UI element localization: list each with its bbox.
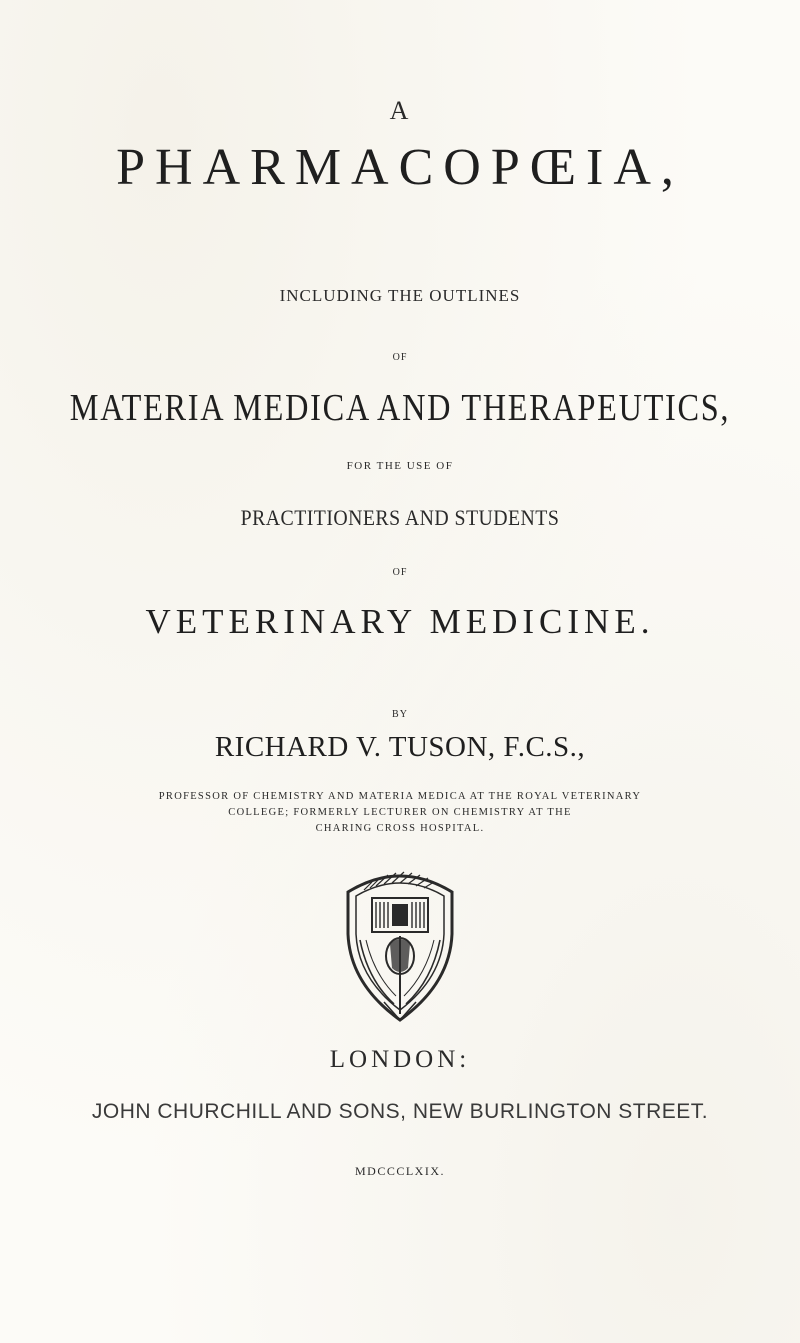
subtitle-of-2: OF <box>392 567 408 578</box>
imprint-place: LONDON: <box>329 1046 471 1073</box>
affiliation-line-3: CHARING CROSS HOSPITAL. <box>315 823 485 834</box>
affiliation-line-1: PROFESSOR OF CHEMISTRY AND MATERIA MEDICA AT THE ROYAL VETERINARY <box>158 791 642 802</box>
publisher-emblem-icon <box>338 864 462 1024</box>
by-line: BY <box>392 709 408 720</box>
subtitle-including: INCLUDING THE OUTLINES <box>279 286 521 305</box>
imprint-publisher: JOHN CHURCHILL AND SONS, NEW BURLINGTON STREET. <box>91 1100 709 1123</box>
subtitle-audience: PRACTITIONERS AND STUDENTS <box>240 505 560 530</box>
subtitle-for-use: FOR THE USE OF <box>346 460 454 472</box>
book-title: PHARMACOPŒIA, <box>116 139 684 196</box>
author-affiliation <box>130 789 670 837</box>
subtitle-field: VETERINARY MEDICINE. <box>145 602 655 641</box>
article-a: A <box>389 96 411 125</box>
author-name: RICHARD V. TUSON, F.C.S., <box>214 731 586 763</box>
subtitle-of-1: OF <box>392 352 408 363</box>
imprint-year: MDCCCLXIX. <box>354 1164 445 1178</box>
subtitle-subject: MATERIA MEDICA AND THERAPEUTICS, <box>69 387 731 429</box>
affiliation-line-2: COLLEGE; FORMERLY LECTURER ON CHEMISTRY AT THE <box>228 807 572 818</box>
